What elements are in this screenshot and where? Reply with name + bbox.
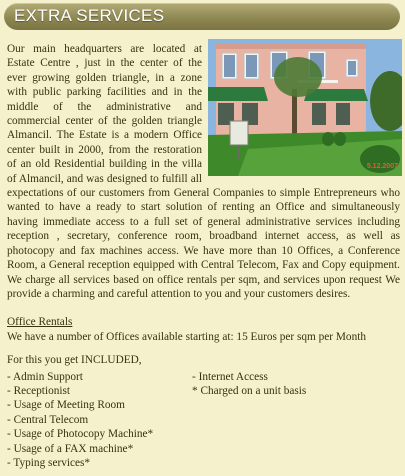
building-photo-illustration — [208, 39, 402, 176]
list-item: - Internet Access — [192, 370, 268, 383]
list-item: - Receptionist — [7, 384, 71, 397]
list-item: - Typing services* — [7, 456, 91, 469]
included-label: For this you get INCLUDED, — [7, 354, 142, 367]
list-item: * Charged on a unit basis — [192, 384, 307, 397]
list-item: - Usage of a FAX machine* — [7, 442, 134, 455]
estate-centre-photo — [208, 39, 402, 176]
office-rentals-heading: Office Rentals — [7, 316, 73, 329]
list-item: - Usage of Photocopy Machine* — [7, 428, 154, 441]
list-item: - Central Telecom — [7, 413, 89, 426]
included-list-right — [192, 370, 306, 399]
photo-date-stamp: 5.12.2007 — [366, 162, 398, 170]
list-item: - Admin Support — [7, 370, 83, 383]
list-item: - Usage of Meeting Room — [7, 399, 125, 412]
content-area — [7, 42, 400, 470]
section-header — [4, 3, 400, 30]
intro-paragraph: Our main headquarters are located at Estate Centre , just in the center of the ever growing golden triangle, in a zone with public parking facilities and in the middle of the administrative and commercial center of the golden triangle Almancil. The Estate is a modern Office center built in 2000, from the restoration of an old Residential building in the villa of Almancil, and was designed to fulfill all expectations of our customers from General Companies to simple Entrepreneurs who wanted to have a ready to start solution of renting an Office and simultaneously having immediate access to a full set of general administrative services including reception , secretary, conference room, broadband internet access, as well as photocopy and fax machines access. We have more than 10 Offices, a Conference Room, a General reception equipped with Central Telecom, Fax and Copy equipment. We charge all services based on office rentals per sqm, and services upon request We provide a charming and careful attention to you and your customers desires. — [7, 43, 400, 300]
section-title: EXTRA SERVICES — [14, 6, 165, 25]
office-rentals-text: We have a number of Offices available starting at: 15 Euros per sqm per Month — [7, 330, 367, 343]
included-services — [7, 370, 400, 471]
